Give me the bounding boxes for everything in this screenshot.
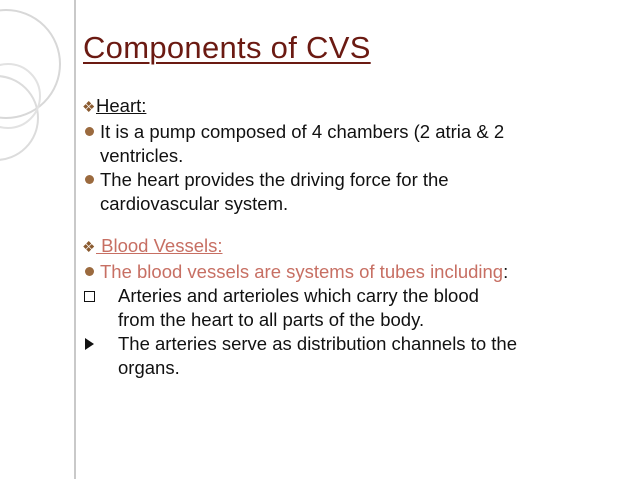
distribution-cont: organs. xyxy=(118,357,180,378)
slide-title: Components of CVS xyxy=(83,30,371,65)
heart-bullet-1 xyxy=(82,120,630,144)
diamond-bullet-icon: ❖ xyxy=(82,239,96,256)
checkbox-bullet-icon xyxy=(84,291,95,302)
vessels-bullet-text: The blood vessels are systems of tubes including xyxy=(100,261,504,282)
vessels-bullet-colon: : xyxy=(503,261,509,282)
distribution-text: The arteries serve as distribution channels to the xyxy=(118,333,517,354)
arteries-text: Arteries and arterioles which carry the blood xyxy=(118,285,479,306)
heart-bullet-1-text: It is a pump composed of 4 chambers (2 atria & 2 xyxy=(100,121,505,142)
arteries-bullet xyxy=(82,284,630,308)
arteries-cont: from the heart to all parts of the body. xyxy=(118,309,425,330)
vessels-bullet xyxy=(82,260,630,284)
diamond-bullet-icon: ❖ xyxy=(82,99,96,116)
heart-bullet-2 xyxy=(82,168,630,192)
arrow-bullet-icon xyxy=(85,338,94,350)
heart-bullet-2-cont: cardiovascular system. xyxy=(100,193,289,214)
decorative-circles xyxy=(0,0,90,170)
dot-bullet-icon xyxy=(85,127,94,136)
dot-bullet-icon xyxy=(85,175,94,184)
dot-bullet-icon xyxy=(85,267,94,276)
heart-bullet-2-text: The heart provides the driving force for the xyxy=(100,169,449,190)
vessels-heading: Blood Vessels: xyxy=(96,235,223,256)
heart-bullet-1-cont: ventricles. xyxy=(100,145,184,166)
distribution-bullet xyxy=(82,332,630,356)
slide-body xyxy=(82,94,630,380)
heart-heading-line xyxy=(82,94,630,120)
vertical-divider xyxy=(74,0,76,479)
heart-heading: Heart: xyxy=(96,95,147,116)
vessels-heading-line xyxy=(82,234,630,260)
